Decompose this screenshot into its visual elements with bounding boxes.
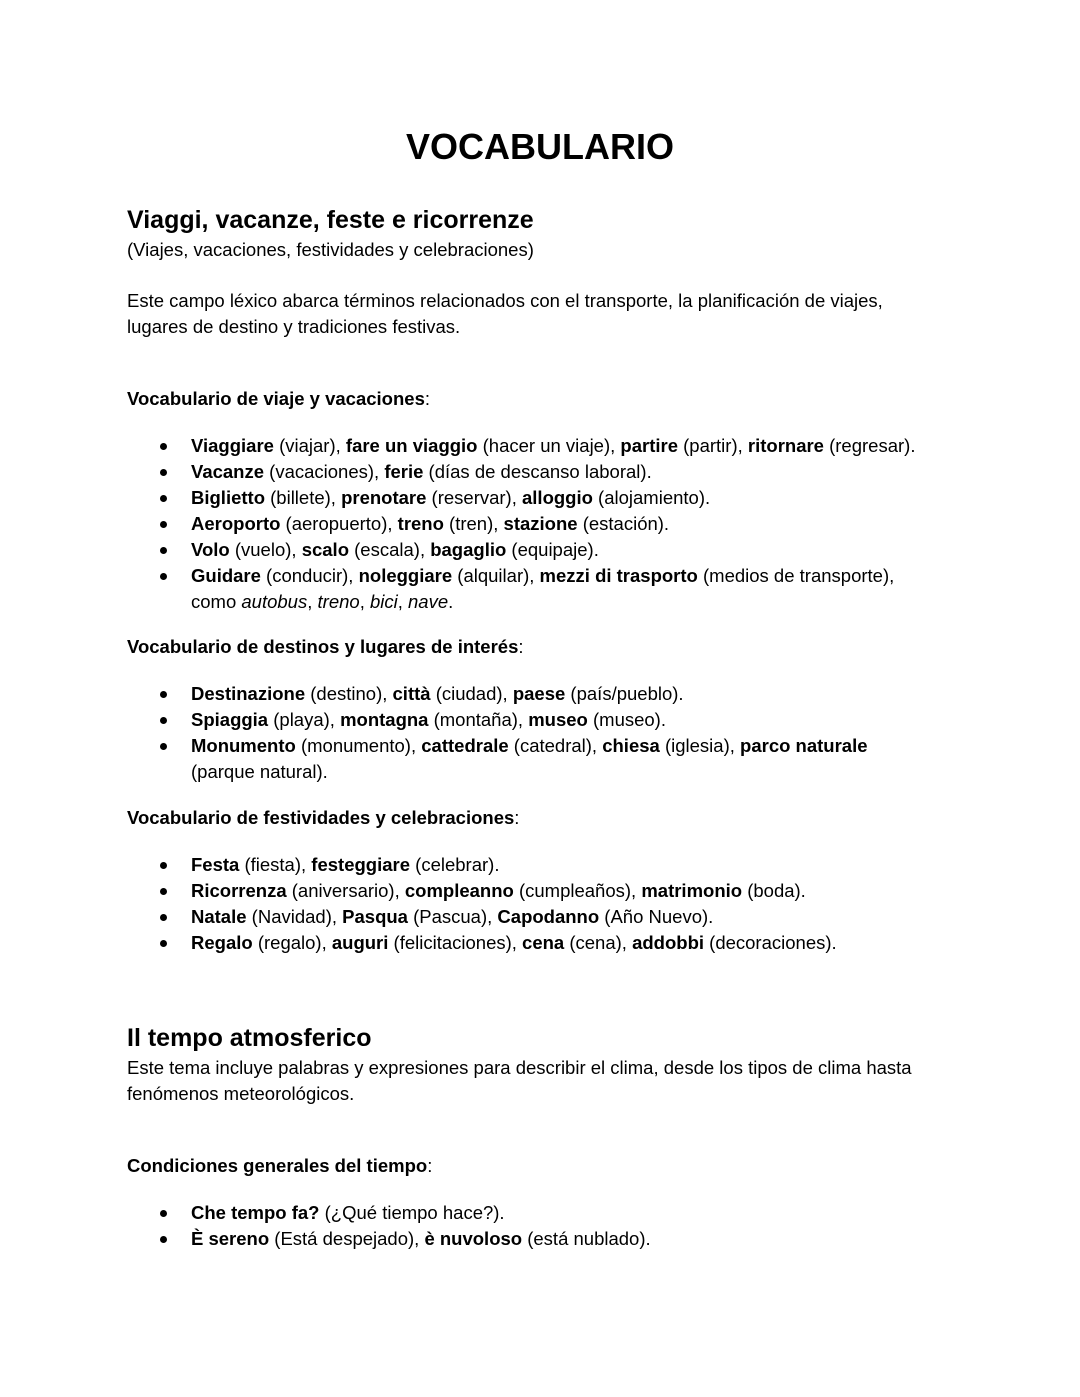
bullet-list-festividades bbox=[127, 852, 967, 956]
term-translation: (celebrar). bbox=[410, 854, 500, 875]
term-translation: (monumento), bbox=[295, 735, 422, 756]
section-heading-viaggi: Viaggi, vacanze, feste e ricorrenze bbox=[127, 206, 534, 234]
list-item bbox=[127, 904, 967, 930]
group-label-condiciones: Condiciones generales del tiempo: bbox=[127, 1155, 433, 1176]
term-italian: ritornare bbox=[747, 435, 824, 456]
term-translation: (alquilar), bbox=[452, 565, 540, 586]
term-italian: Festa bbox=[191, 854, 240, 875]
term-italian: Vacanze bbox=[191, 461, 265, 482]
bullet-list-viaje bbox=[127, 433, 967, 615]
bullet-icon bbox=[160, 521, 167, 528]
group-label-viaje: Vocabulario de viaje y vacaciones: bbox=[127, 388, 431, 409]
list-item bbox=[127, 681, 967, 707]
group-label-destinos: Vocabulario de destinos y lugares de interés: bbox=[127, 636, 524, 657]
list-item bbox=[127, 930, 967, 956]
list-item bbox=[127, 459, 967, 485]
term-translation: (boda). bbox=[742, 880, 806, 901]
bullet-icon bbox=[160, 1210, 167, 1217]
group-label-text: Vocabulario de viaje y vacaciones bbox=[127, 388, 425, 409]
group-label-text: Vocabulario de destinos y lugares de interés bbox=[127, 636, 519, 657]
term-translation: (regresar). bbox=[823, 435, 916, 456]
list-item bbox=[127, 537, 967, 563]
bullet-icon bbox=[160, 717, 167, 724]
intro-line: lugares de destino y tradiciones festivas. bbox=[127, 316, 461, 337]
term-translation: (¿Qué tiempo hace?). bbox=[319, 1202, 505, 1223]
bullet-icon bbox=[160, 888, 167, 895]
term-italian: cena bbox=[522, 932, 565, 953]
term-translation: (vuelo), bbox=[229, 539, 302, 560]
term-translation: (alojamiento). bbox=[592, 487, 711, 508]
term-translation: (medios de transporte), bbox=[697, 565, 895, 586]
term-example: nave bbox=[408, 591, 449, 612]
term-italian: Monumento bbox=[191, 735, 296, 756]
term-translation: (equipaje). bbox=[506, 539, 599, 560]
term-translation: . bbox=[448, 591, 454, 612]
term-translation: , bbox=[397, 591, 409, 612]
term-italian: città bbox=[392, 683, 431, 704]
term-italian: matrimonio bbox=[641, 880, 743, 901]
intro-line: fenómenos meteorológicos. bbox=[127, 1083, 355, 1104]
term-translation: (parque natural). bbox=[191, 761, 328, 782]
term-translation: (tren), bbox=[443, 513, 504, 534]
term-italian: addobbi bbox=[632, 932, 705, 953]
term-translation: (Está despejado), bbox=[269, 1228, 425, 1249]
list-item bbox=[127, 433, 967, 459]
term-example: treno bbox=[317, 591, 360, 612]
term-italian: stazione bbox=[503, 513, 578, 534]
term-italian: ferie bbox=[384, 461, 424, 482]
term-italian: treno bbox=[397, 513, 444, 534]
term-italian: alloggio bbox=[522, 487, 593, 508]
term-italian: partire bbox=[620, 435, 678, 456]
term-italian: noleggiare bbox=[358, 565, 453, 586]
term-translation: (reservar), bbox=[426, 487, 522, 508]
term-italian: Regalo bbox=[191, 932, 253, 953]
term-translation: (cumpleaños), bbox=[513, 880, 642, 901]
term-italian: Biglietto bbox=[191, 487, 265, 508]
term-translation: (decoraciones). bbox=[704, 932, 837, 953]
intro-paragraph-tempo bbox=[127, 1055, 967, 1107]
page-title: VOCABULARIO bbox=[406, 126, 674, 167]
group-label-festividades: Vocabulario de festividades y celebraciones: bbox=[127, 807, 520, 828]
term-translation: (días de descanso laboral). bbox=[423, 461, 652, 482]
term-translation: (Pascua), bbox=[407, 906, 498, 927]
term-translation: (montaña), bbox=[428, 709, 529, 730]
list-item bbox=[127, 1200, 967, 1226]
term-italian: auguri bbox=[331, 932, 389, 953]
term-italian: fare un viaggio bbox=[345, 435, 478, 456]
bullet-icon bbox=[160, 1236, 167, 1243]
term-translation: (destino), bbox=[305, 683, 393, 704]
term-translation: (país/pueblo). bbox=[565, 683, 684, 704]
bullet-icon bbox=[160, 743, 167, 750]
term-italian: compleanno bbox=[404, 880, 514, 901]
term-example: bici bbox=[369, 591, 398, 612]
bullet-icon bbox=[160, 691, 167, 698]
term-translation: (museo). bbox=[587, 709, 666, 730]
term-italian: bagaglio bbox=[430, 539, 507, 560]
term-italian: prenotare bbox=[341, 487, 427, 508]
term-example: autobus bbox=[241, 591, 308, 612]
list-item bbox=[127, 852, 967, 878]
term-translation: (ciudad), bbox=[430, 683, 513, 704]
term-italian: Ricorrenza bbox=[191, 880, 287, 901]
term-translation: (iglesia), bbox=[659, 735, 741, 756]
term-italian: chiesa bbox=[602, 735, 660, 756]
term-translation: (cena), bbox=[564, 932, 633, 953]
term-italian: parco naturale bbox=[740, 735, 868, 756]
term-italian: Spiaggia bbox=[191, 709, 269, 730]
bullet-icon bbox=[160, 914, 167, 921]
term-translation: , bbox=[359, 591, 370, 612]
term-translation: (aniversario), bbox=[286, 880, 405, 901]
term-italian: Natale bbox=[191, 906, 247, 927]
bullet-icon bbox=[160, 495, 167, 502]
term-italian: È sereno bbox=[191, 1228, 270, 1249]
term-translation: (partir), bbox=[678, 435, 748, 456]
term-italian: cattedrale bbox=[421, 735, 509, 756]
bullet-icon bbox=[160, 862, 167, 869]
list-item bbox=[127, 1226, 967, 1252]
intro-paragraph-viaggi bbox=[127, 288, 967, 340]
term-translation: (vacaciones), bbox=[264, 461, 385, 482]
term-translation: (conducir), bbox=[260, 565, 359, 586]
bullet-icon bbox=[160, 469, 167, 476]
term-italian: festeggiare bbox=[311, 854, 411, 875]
term-italian: montagna bbox=[340, 709, 429, 730]
list-item bbox=[127, 563, 967, 615]
term-italian: Guidare bbox=[191, 565, 261, 586]
term-translation: (escala), bbox=[349, 539, 431, 560]
term-italian: Aeroporto bbox=[191, 513, 281, 534]
term-translation: (está nublado). bbox=[522, 1228, 651, 1249]
list-item bbox=[127, 511, 967, 537]
term-translation: (regalo), bbox=[252, 932, 332, 953]
term-translation: (playa), bbox=[268, 709, 341, 730]
section-heading-tempo: Il tempo atmosferico bbox=[127, 1024, 372, 1052]
term-italian: Volo bbox=[191, 539, 230, 560]
term-translation: , bbox=[307, 591, 318, 612]
term-translation: (catedral), bbox=[508, 735, 603, 756]
intro-line: Este tema incluye palabras y expresiones para describir el clima, desde los tipos de clima hasta bbox=[127, 1057, 912, 1078]
term-italian: paese bbox=[512, 683, 566, 704]
bullet-icon bbox=[160, 573, 167, 580]
term-translation: (estación). bbox=[577, 513, 670, 534]
term-translation: (Año Nuevo). bbox=[599, 906, 714, 927]
bullet-icon bbox=[160, 443, 167, 450]
term-translation: (fiesta), bbox=[239, 854, 312, 875]
group-label-text: Vocabulario de festividades y celebraciones bbox=[127, 807, 515, 828]
group-label-text: Condiciones generales del tiempo bbox=[127, 1155, 428, 1176]
bullet-icon bbox=[160, 547, 167, 554]
list-item bbox=[127, 878, 967, 904]
term-translation: (aeropuerto), bbox=[280, 513, 398, 534]
term-italian: Capodanno bbox=[497, 906, 600, 927]
bullet-list-condiciones bbox=[127, 1200, 967, 1252]
list-item bbox=[127, 707, 967, 733]
intro-line: Este campo léxico abarca términos relacionados con el transporte, la planificación de viajes, bbox=[127, 290, 883, 311]
term-translation: (billete), bbox=[265, 487, 342, 508]
term-italian: Che tempo fa? bbox=[191, 1202, 320, 1223]
term-italian: museo bbox=[528, 709, 588, 730]
term-italian: Destinazione bbox=[191, 683, 306, 704]
list-item bbox=[127, 733, 967, 785]
section-subtitle-viaggi: (Viajes, vacaciones, festividades y celebraciones) bbox=[127, 239, 534, 260]
term-italian: Viaggiare bbox=[191, 435, 274, 456]
term-translation: (viajar), bbox=[273, 435, 346, 456]
bullet-icon bbox=[160, 940, 167, 947]
list-item bbox=[127, 485, 967, 511]
term-italian: Pasqua bbox=[342, 906, 408, 927]
term-italian: è nuvoloso bbox=[424, 1228, 523, 1249]
term-italian: scalo bbox=[301, 539, 349, 560]
term-translation: (Navidad), bbox=[246, 906, 343, 927]
bullet-list-destinos bbox=[127, 681, 967, 785]
term-translation: como bbox=[191, 591, 242, 612]
term-italian: mezzi di trasporto bbox=[539, 565, 698, 586]
term-translation: (felicitaciones), bbox=[388, 932, 523, 953]
term-translation: (hacer un viaje), bbox=[477, 435, 621, 456]
